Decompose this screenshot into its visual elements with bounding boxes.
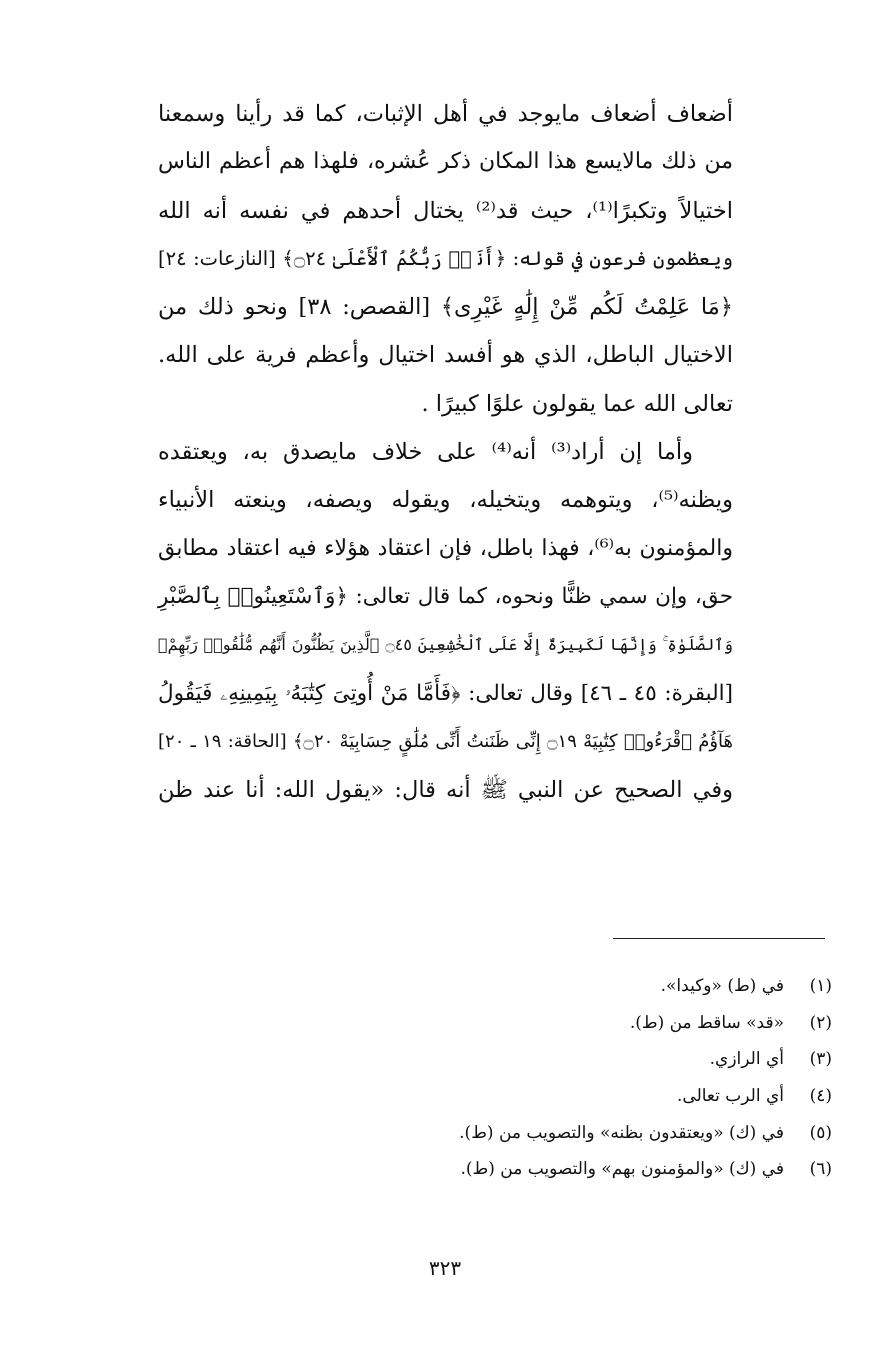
text-line: وَٱلصَّلَوٰةِ ۚ وَإِنَّهَا لَكَبِيرَةٌ إِلَّا عَلَى ٱلْخَٰشِعِينَ ۝٤٥ ٱلَّذِينَ يَظُنُّونَ أَنَّهُم مُّلَٰقُوا۟ رَبِّهِمْ﴾: [158, 635, 734, 655]
footnote: [380, 1078, 832, 1115]
text-line: ﴿مَا عَلِمْتُ لَكُم مِّنْ إِلَٰهٍ غَيْرِى﴾ [القصص: ٣٨] ونحو ذلك من: [158, 294, 733, 321]
text-line: هَآؤُمُ ٱقْرَءُوا۟ كِتَٰبِيَهْ ۝١٩ إِنِّى ظَنَنتُ أَنِّى مُلَٰقٍ حِسَابِيَهْ ۝٢٠﴾ [الحاقة: ١٩ ـ ٢٠]: [158, 730, 734, 752]
text-line: ويظنه⁽⁵⁾، ويتوهمه ويتخيله، ويقوله ويصفه، وينعته الأنبياء: [158, 487, 733, 514]
footnote-text: في (ك) «ويعتقدون بظنه» والتصويب من (ط).: [459, 1122, 784, 1143]
text-line: [البقرة: ٤٥ ـ ٤٦] وقال تعالى: ﴿فَأَمَّا مَنْ أُوتِىَ كِتَٰبَهُۥ بِيَمِينِهِۦ فَيَقُولُ: [158, 680, 734, 706]
page-number: ٣٢٣: [428, 1256, 462, 1280]
footnote-number: (١): [809, 976, 832, 996]
footnote: [380, 1115, 832, 1152]
footnote-number: (٥): [809, 1122, 832, 1143]
text-line: وأما إن أراد⁽³⁾ أنه⁽⁴⁾ على خلاف مايصدق به، ويعتقده: [158, 439, 693, 466]
footnotes: [380, 968, 832, 1188]
text-line: اختيالاً وتكبرًا⁽¹⁾، حيث قد⁽²⁾ يختال أحدهم في نفسه أنه الله: [158, 197, 733, 224]
footnote-number: (٤): [809, 1086, 832, 1107]
text-line: الاختيال الباطل، الذي هو أفسد اختيال وأعظم فرية على الله.: [158, 342, 733, 369]
footnote-number: (٦): [809, 1159, 832, 1180]
footnote: [380, 1005, 832, 1042]
footnote: [380, 1041, 832, 1078]
text-line: ويعظمون فرعون في قوله: ﴿أَنَا۠ رَبُّكُمُ ٱلْأَعْلَىٰ ۝٢٤﴾ [النازعات: ٢٤]: [158, 246, 733, 270]
footnote-text: «قد» ساقط من (ط).: [629, 1012, 784, 1033]
footnote-text: أي الرازي.: [709, 1049, 784, 1070]
footnote-text: في (ك) «والمؤمنون بهم» والتصويب من (ط).: [460, 1159, 784, 1180]
main-text: [158, 90, 733, 814]
text-line: حق، وإن سمي ظنًّا ونحوه، كما قال تعالى: ﴿وَٱسْتَعِينُوا۟ بِٱلصَّبْرِ: [158, 583, 733, 609]
footnote-text: أي الرب تعالى.: [677, 1086, 784, 1107]
text-line: أضعاف أضعاف مايوجد في أهل الإثبات، كما قد رأينا وسمعنا: [158, 101, 733, 127]
footnote: [380, 1151, 832, 1188]
text-line: من ذلك مالايسع هذا المكان ذكر عُشره، فلهذا هم أعظم الناس: [158, 149, 733, 175]
text-line: تعالى الله عما يقولون علوًا كبيرًا .: [421, 390, 733, 417]
footnote-separator: [613, 938, 825, 939]
text-line: والمؤمنون به⁽⁶⁾، فهذا باطل، فإن اعتقاد هؤلاء فيه اعتقاد مطابق: [158, 535, 733, 561]
footnote-number: (٣): [809, 1049, 832, 1070]
footnote-text: في (ط) «وكيدا».: [660, 976, 784, 996]
footnote: [380, 968, 832, 1005]
footnote-number: (٢): [809, 1012, 832, 1033]
text-line: وفي الصحيح عن النبي ﷺ أنه قال: «يقول الله: أنا عند ظن: [158, 777, 733, 804]
